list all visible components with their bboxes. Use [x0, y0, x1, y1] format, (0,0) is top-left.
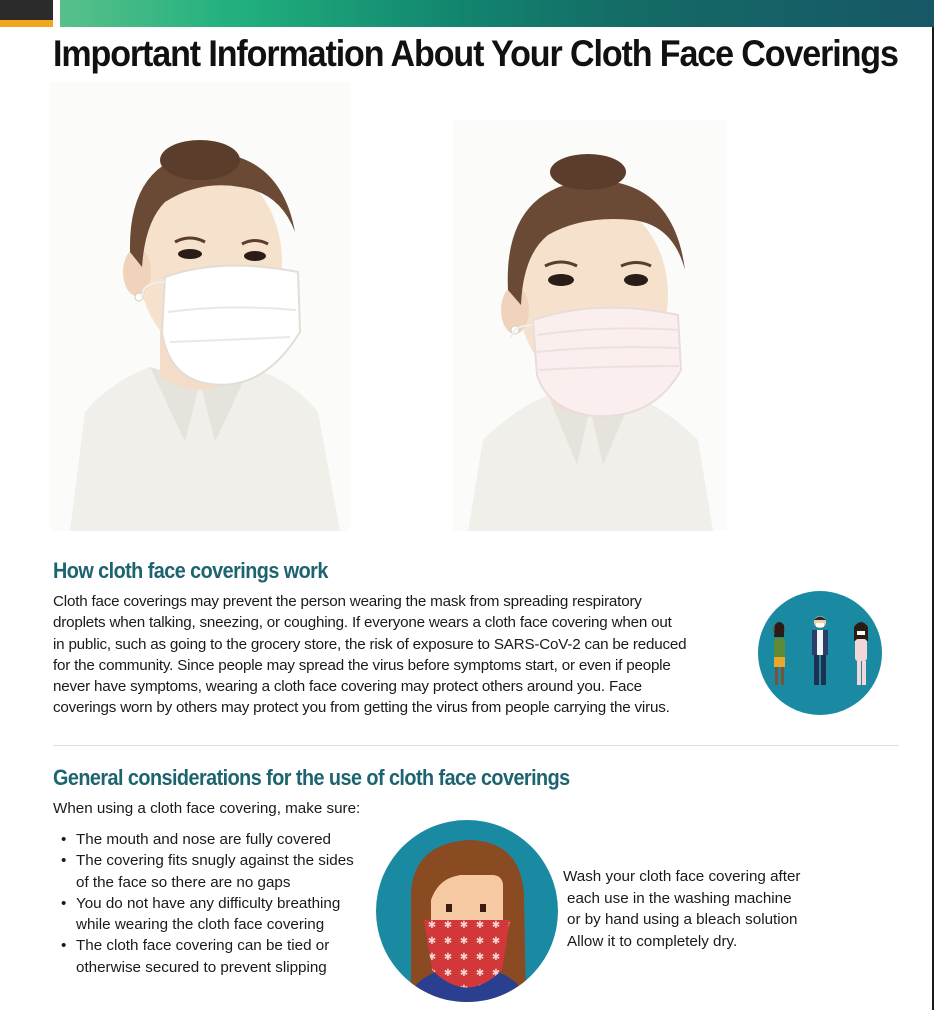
considerations-intro: When using a cloth face covering, make sure:	[53, 800, 361, 817]
list-item-line: • The mouth and nose are fully covered	[76, 831, 331, 848]
woman-mask-photo-right	[453, 120, 727, 531]
section-heading-how-coverings-work: How cloth face coverings work	[53, 558, 328, 583]
paragraph-line: Cloth face coverings may prevent the person wearing the mask from spreading respiratory	[53, 593, 642, 610]
list-item-line: while wearing the cloth face covering	[76, 916, 325, 934]
paragraph-line: never have symptoms, wearing a cloth face covering may protect others around you. Face	[53, 678, 642, 696]
how-coverings-work-paragraph	[53, 591, 743, 719]
top-gradient-bar	[60, 0, 934, 27]
list-item	[58, 829, 378, 850]
considerations-list	[58, 829, 378, 978]
three-people-masks-icon	[758, 591, 882, 715]
top-gold-bar	[0, 20, 53, 27]
paragraph-line: for the community. Since people may spread the virus before symptoms start, or even if people	[53, 656, 671, 674]
list-item	[58, 935, 378, 978]
list-item	[58, 893, 378, 936]
bandana-face-covering-icon	[376, 820, 558, 1002]
paragraph-line: coverings worn by others may protect you from getting the virus from people carrying the virus.	[53, 699, 670, 717]
section-heading-general-considerations: General considerations for the use of cloth face coverings	[53, 765, 570, 790]
washing-instructions	[563, 866, 823, 952]
list-item	[58, 850, 378, 893]
page-title: Important Information About Your Cloth Face Coverings	[53, 33, 898, 74]
list-item-line: of the face so there are no gaps	[76, 873, 291, 891]
washing-line: or by hand using a bleach solution	[567, 911, 798, 928]
paragraph-line: in public, such as going to the grocery store, the risk of exposure to SARS-CoV-2 can be reduced	[53, 635, 687, 653]
section-divider	[53, 745, 899, 746]
list-item-line: • The covering fits snugly against the sides	[76, 852, 354, 870]
top-dark-bar	[0, 0, 53, 20]
washing-line: Allow it to completely dry.	[567, 932, 738, 950]
washing-line: each use in the washing machine	[567, 889, 792, 907]
woman-mask-photo-left	[50, 82, 350, 531]
list-item-line: otherwise secured to prevent slipping	[76, 958, 327, 976]
list-item-line: • The cloth face covering can be tied or	[76, 937, 330, 955]
paragraph-line: droplets when talking, sneezing, or coughing. If everyone wears a cloth face covering when out	[53, 614, 672, 632]
list-item-line: • You do not have any difficulty breathing	[76, 894, 341, 912]
washing-line: Wash your cloth face covering after	[563, 868, 801, 885]
